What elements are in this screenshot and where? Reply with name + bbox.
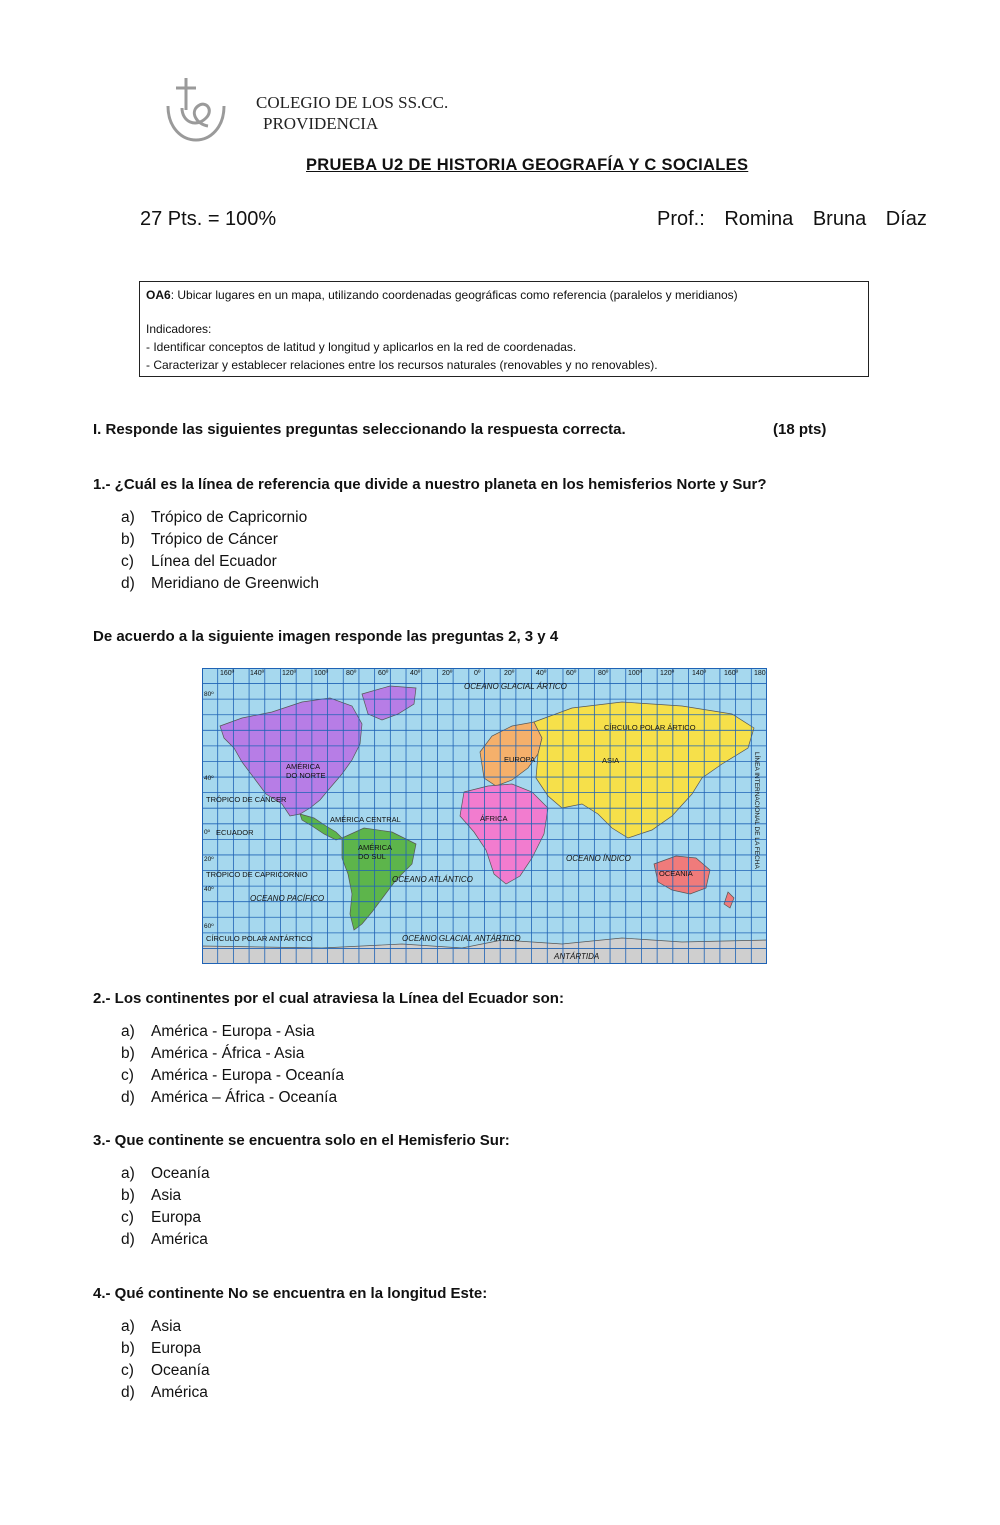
- school-logo: [162, 76, 230, 146]
- antarctic-circle-label: CÍRCULO POLAR ANTÁRTICO: [206, 934, 313, 943]
- africa-label: ÁFRICA: [480, 814, 508, 823]
- top-label-9: 0º: [474, 670, 481, 677]
- question-4-options: [121, 1316, 210, 1404]
- antarctica-label: ANTÁRTIDA: [554, 952, 600, 961]
- question-1-options: [121, 507, 319, 595]
- top-label-1: 160º: [220, 670, 235, 677]
- indicator-1: - Identificar conceptos de latitud y longitud y aplicarlos en la red de coordenadas.: [146, 340, 577, 354]
- left-label-3: 0º: [204, 829, 210, 836]
- option-2d[interactable]: d) América – África - Oceanía: [121, 1089, 338, 1106]
- school-line-1: COLEGIO DE LOS SS.CC.: [256, 93, 449, 112]
- left-label-5: 40º: [204, 886, 214, 893]
- indicators-label: Indicadores:: [146, 322, 212, 336]
- left-label-6: 60º: [204, 923, 214, 930]
- question-3-options: [121, 1163, 210, 1251]
- top-label-11: 40º: [536, 670, 547, 677]
- left-label-1: 80º: [204, 691, 214, 698]
- school-name: [256, 92, 448, 134]
- date-line-label: LÍNEA INTERNACIONAL DE LA FECHA: [753, 752, 760, 869]
- option-2c[interactable]: c) América - Europa - Oceanía: [121, 1067, 344, 1084]
- central-america-label: AMÉRICA CENTRAL: [330, 815, 401, 824]
- top-label-18: 180: [754, 670, 766, 677]
- top-label-12: 60º: [566, 670, 577, 677]
- top-label-15: 120º: [660, 670, 675, 677]
- points-total: 27 Pts. = 100%: [140, 208, 277, 230]
- south-america-label-2: DO SUL: [358, 852, 386, 861]
- option-1a[interactable]: a) Trópico de Capricornio: [121, 509, 308, 526]
- option-1b[interactable]: b) Trópico de Cáncer: [121, 531, 278, 548]
- section-title: I. Responde las siguientes preguntas seleccionando la respuesta correcta.: [93, 421, 626, 438]
- top-label-3: 120º: [282, 670, 297, 677]
- section-heading: [93, 421, 833, 438]
- atlantic-ocean-label: OCEANO ATLÁNTICO: [392, 875, 473, 884]
- oceania-label: OCEANIA: [659, 869, 693, 878]
- left-label-2: 40º: [204, 775, 214, 782]
- question-1: 1.- ¿Cuál es la línea de referencia que divide a nuestro planeta en los hemisferios Norte y Sur?: [93, 476, 767, 493]
- equator-label: ECUADOR: [216, 828, 254, 837]
- top-label-4: 100º: [314, 670, 329, 677]
- option-1c[interactable]: c) Línea del Ecuador: [121, 553, 277, 570]
- north-america-label-1: AMÉRICA: [286, 762, 321, 771]
- option-3d[interactable]: d) América: [121, 1231, 208, 1248]
- test-title: PRUEBA U2 DE HISTORIA GEOGRAFÍA Y C SOCIALES: [306, 156, 749, 174]
- north-america-label-2: DO NORTE: [286, 771, 326, 780]
- top-label-7: 40º: [410, 670, 421, 677]
- tropic-cancer-label: TRÓPICO DE CÁNCER: [206, 795, 287, 804]
- top-label-5: 80º: [346, 670, 357, 677]
- question-4: 4.- Qué continente No se encuentra en la longitud Este:: [93, 1285, 488, 1302]
- option-4a[interactable]: a) Asia: [121, 1318, 182, 1335]
- tropic-capricorn-label: TRÓPICO DE CAPRICORNIO: [206, 870, 308, 879]
- school-line-2: PROVIDENCIA: [263, 114, 379, 133]
- objective-box: [139, 281, 869, 377]
- option-1d[interactable]: d) Meridiano de Greenwich: [121, 575, 320, 592]
- teacher-name: Prof.: Romina Bruna Díaz: [657, 208, 927, 230]
- top-label-13: 80º: [598, 670, 609, 677]
- map-intro: De acuerdo a la siguiente imagen responde las preguntas 2, 3 y 4: [93, 628, 559, 645]
- top-label-17: 160º: [724, 670, 739, 677]
- top-label-16: 140º: [692, 670, 707, 677]
- objective-code: OA6: [146, 288, 171, 302]
- arctic-circle-label: CÍRCULO POLAR ÁRTICO: [604, 723, 696, 732]
- pacific-ocean-label: OCEANO PACÍFICO: [250, 894, 325, 903]
- top-label-2: 140º: [250, 670, 265, 677]
- section-points: (18 pts): [773, 421, 827, 438]
- option-4c[interactable]: c) Oceanía: [121, 1362, 210, 1379]
- antarctic-ocean-label: OCEANO GLACIAL ANTÁRTICO: [402, 934, 521, 943]
- top-label-10: 20º: [504, 670, 515, 677]
- question-2-options: [121, 1021, 344, 1109]
- indicator-2: - Caracterizar y establecer relaciones entre los recursos naturales (renovables y no renovables).: [146, 358, 658, 372]
- top-label-14: 100º: [628, 670, 643, 677]
- question-2: 2.- Los continentes por el cual atraviesa la Línea del Ecuador son:: [93, 990, 564, 1007]
- world-map: [202, 668, 767, 964]
- south-america-label-1: AMÉRICA: [358, 843, 393, 852]
- option-3c[interactable]: c) Europa: [121, 1209, 201, 1226]
- indian-ocean-label: OCEANO ÍNDICO: [566, 854, 631, 863]
- left-label-4: 20º: [204, 856, 214, 863]
- arctic-ocean-label: OCEANO GLACIAL ÁRTICO: [464, 682, 567, 691]
- option-3b[interactable]: b) Asia: [121, 1187, 182, 1204]
- objective-text: : Ubicar lugares en un mapa, utilizando coordenadas geográficas como referencia (paralelos y meridianos): [170, 288, 738, 302]
- option-4b[interactable]: b) Europa: [121, 1340, 201, 1357]
- asia-label: ASIA: [602, 756, 620, 765]
- top-label-8: 20º: [442, 670, 453, 677]
- option-4d[interactable]: d) América: [121, 1384, 208, 1401]
- question-3: 3.- Que continente se encuentra solo en el Hemisferio Sur:: [93, 1132, 510, 1149]
- option-2b[interactable]: b) América - África - Asia: [121, 1045, 305, 1062]
- option-3a[interactable]: a) Oceanía: [121, 1165, 210, 1182]
- option-2a[interactable]: a) América - Europa - Asia: [121, 1023, 315, 1040]
- top-label-6: 60º: [378, 670, 389, 677]
- europe-label: EUROPA: [504, 755, 536, 764]
- objective-line: [146, 286, 862, 304]
